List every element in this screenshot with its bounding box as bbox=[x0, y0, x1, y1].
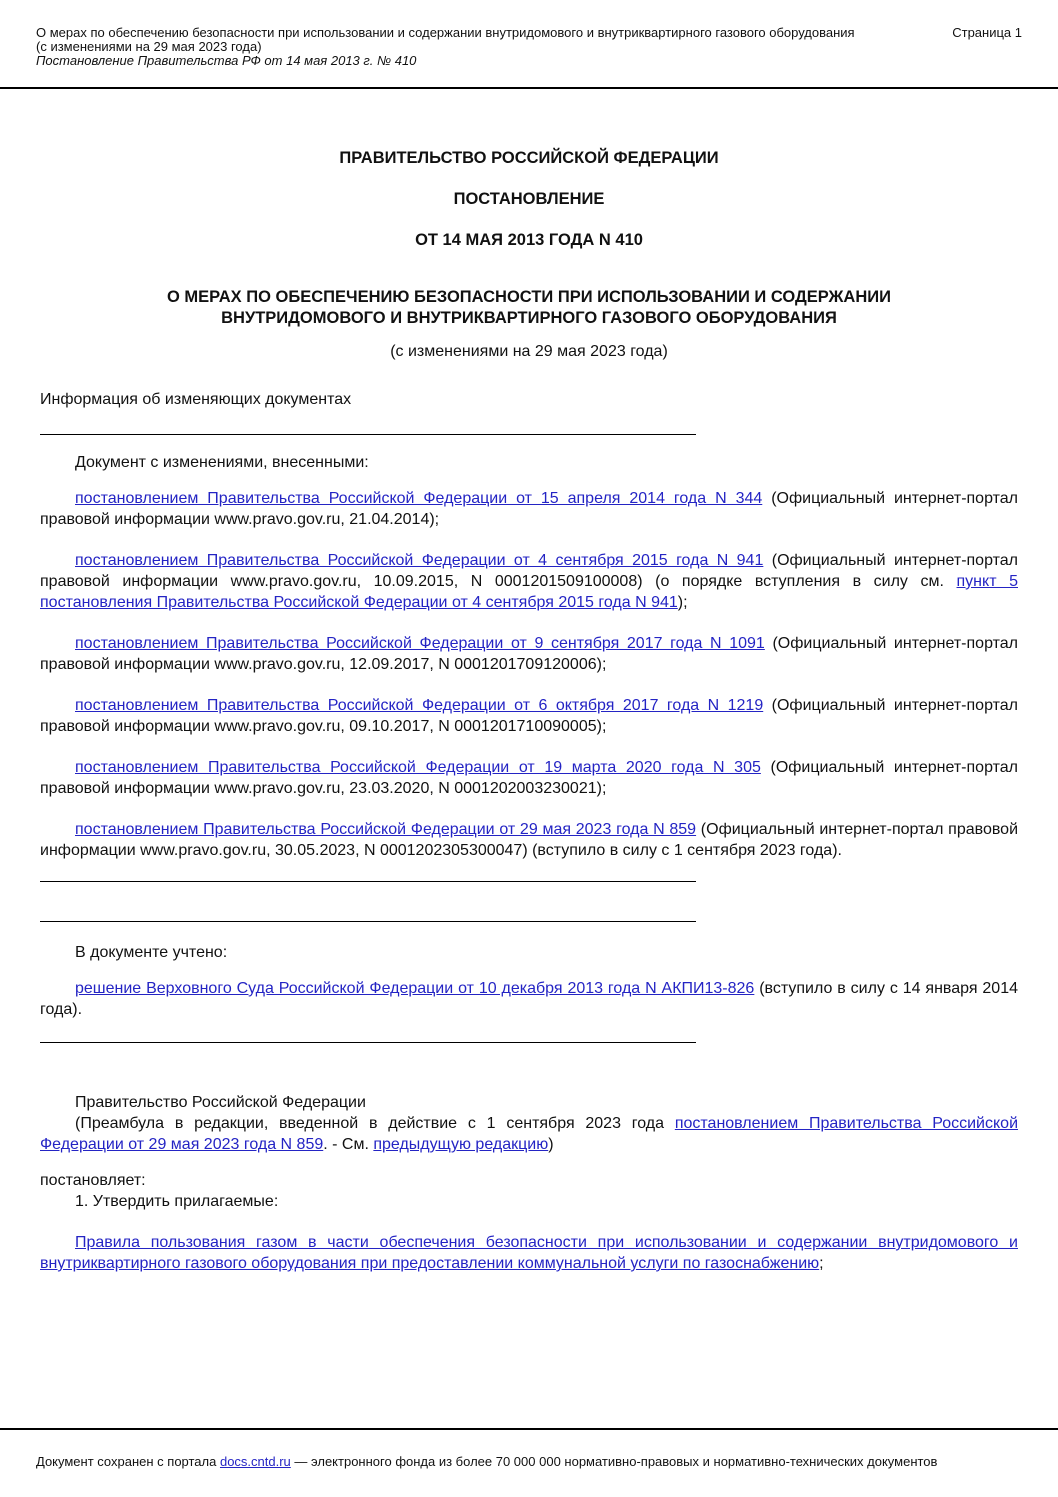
change-text: (Официальный интернет-портал правовой информации www.pravo.gov.ru, 12.09.2017, N 0001201709120006); bbox=[40, 635, 1018, 673]
footer-text: Документ сохранен с портала bbox=[36, 1454, 220, 1469]
change-item bbox=[40, 488, 1018, 530]
considered-intro: В документе учтено: bbox=[75, 944, 228, 961]
changes-intro: Документ с изменениями, внесенными: bbox=[75, 454, 369, 471]
preamble-note bbox=[40, 1113, 1018, 1155]
header-subtitle: Постановление Правительства РФ от 14 мая 2013 г. № 410 bbox=[36, 53, 417, 68]
preamble-text: . - См. bbox=[323, 1136, 374, 1153]
rules-item bbox=[40, 1232, 1018, 1274]
footer-divider bbox=[0, 1428, 1058, 1430]
considered-text: (вступило в силу с 14 января 2014 года). bbox=[40, 980, 1019, 1018]
doc-type-heading: ПОСТАНОВЛЕНИЕ bbox=[453, 190, 605, 208]
change-text: ); bbox=[677, 594, 688, 611]
change-text: (Официальный интернет-портал правовой информации www.pravo.gov.ru, 21.04.2014); bbox=[40, 490, 1019, 528]
divider bbox=[40, 921, 696, 922]
preamble-text: ) bbox=[548, 1136, 554, 1153]
court-decision-link[interactable]: решение Верховного Суда Российской Федерации от 10 декабря 2013 года N АКПИ13-826 bbox=[75, 980, 755, 997]
header-divider bbox=[0, 87, 1058, 89]
doc-title: О МЕРАХ ПО ОБЕСПЕЧЕНИЮ БЕЗОПАСНОСТИ ПРИ ИСПОЛЬЗОВАНИИ И СОДЕРЖАНИИ ВНУТРИДОМОВОГО И ВНУТРИКВАРТИРНОГО ГАЗОВОГО ОБОРУДОВАНИЯ bbox=[167, 288, 891, 327]
page-footer bbox=[36, 1454, 1026, 1470]
change-link[interactable]: постановлением Правительства Российской Федерации от 19 марта 2020 года N 305 bbox=[75, 759, 761, 776]
change-item bbox=[40, 757, 1018, 799]
item-1: 1. Утвердить прилагаемые: bbox=[75, 1193, 279, 1210]
doc-date-heading: ОТ 14 МАЯ 2013 ГОДА N 410 bbox=[415, 231, 643, 249]
footer-text: — электронного фонда из более 70 000 000 нормативно-правовых и нормативно-технических документов bbox=[290, 1454, 938, 1469]
page-number: Страница 1 bbox=[952, 25, 1022, 40]
preamble-gov: Правительство Российской Федерации bbox=[75, 1094, 366, 1111]
document-body bbox=[40, 148, 1018, 1274]
resolves-text: постановляет: bbox=[40, 1172, 146, 1189]
considered-item bbox=[40, 978, 1018, 1020]
change-item bbox=[40, 633, 1018, 675]
divider bbox=[40, 434, 696, 435]
change-text: (Официальный интернет-портал правовой информации www.pravo.gov.ru, 23.03.2020, N 0001202003230021); bbox=[40, 759, 1019, 797]
change-link[interactable]: постановлением Правительства Российской Федерации от 15 апреля 2014 года N 344 bbox=[75, 490, 763, 507]
revision-note: (с изменениями на 29 мая 2023 года) bbox=[390, 343, 668, 360]
divider bbox=[40, 881, 696, 882]
info-heading: Информация об изменяющих документах bbox=[40, 391, 352, 408]
change-link[interactable]: постановлением Правительства Российской Федерации от 29 мая 2023 года N 859 bbox=[75, 821, 697, 838]
change-text: (Официальный интернет-портал правовой информации www.pravo.gov.ru, 30.05.2023, N 0001202305300047) (вступило в силу с 1 сентября 2023 года). bbox=[40, 821, 1019, 859]
change-link[interactable]: постановлением Правительства Российской Федерации от 9 сентября 2017 года N 1091 bbox=[75, 635, 765, 652]
rules-link[interactable]: Правила пользования газом в части обеспечения безопасности при использовании и содержании внутридомового и внутриквартирного газового оборудования при предоставлении коммунальной услуги по газоснабжению bbox=[40, 1234, 1018, 1272]
preamble-link[interactable]: постановлением Правительства Российской Федерации от 29 мая 2023 года N 859 bbox=[40, 1115, 1019, 1153]
change-link[interactable]: постановлением Правительства Российской Федерации от 6 октября 2017 года N 1219 bbox=[75, 697, 764, 714]
issuer-heading: ПРАВИТЕЛЬСТВО РОССИЙСКОЙ ФЕДЕРАЦИИ bbox=[339, 149, 719, 167]
change-item bbox=[40, 550, 1018, 613]
change-item bbox=[40, 819, 1018, 861]
previous-edition-link[interactable]: предыдущую редакцию bbox=[373, 1136, 549, 1153]
divider bbox=[40, 1042, 696, 1043]
change-link[interactable]: постановлением Правительства Российской Федерации от 4 сентября 2015 года N 941 bbox=[75, 552, 764, 569]
rules-tail: ; bbox=[819, 1255, 824, 1272]
portal-link[interactable]: docs.cntd.ru bbox=[219, 1454, 291, 1469]
header-title: О мерах по обеспечению безопасности при использовании и содержании внутридомового и внутриквартирного газового оборудования (с изменениями на 29 мая 2023 года) bbox=[36, 25, 855, 54]
preamble-text: (Преамбула в редакции, введенной в действие с 1 сентября 2023 года bbox=[75, 1115, 675, 1132]
change-text: (Официальный интернет-портал правовой информации www.pravo.gov.ru, 09.10.2017, N 0001201710090005); bbox=[40, 697, 1018, 735]
change-link-secondary[interactable]: пункт 5 постановления Правительства Российской Федерации от 4 сентября 2015 года N 941 bbox=[40, 573, 1018, 611]
change-item bbox=[40, 695, 1018, 737]
page-header bbox=[36, 26, 1026, 68]
change-text: (Официальный интернет-портал правовой информации www.pravo.gov.ru, 10.09.2015, N 0001201509100008) (о порядке вступления в силу см. bbox=[40, 552, 1019, 590]
